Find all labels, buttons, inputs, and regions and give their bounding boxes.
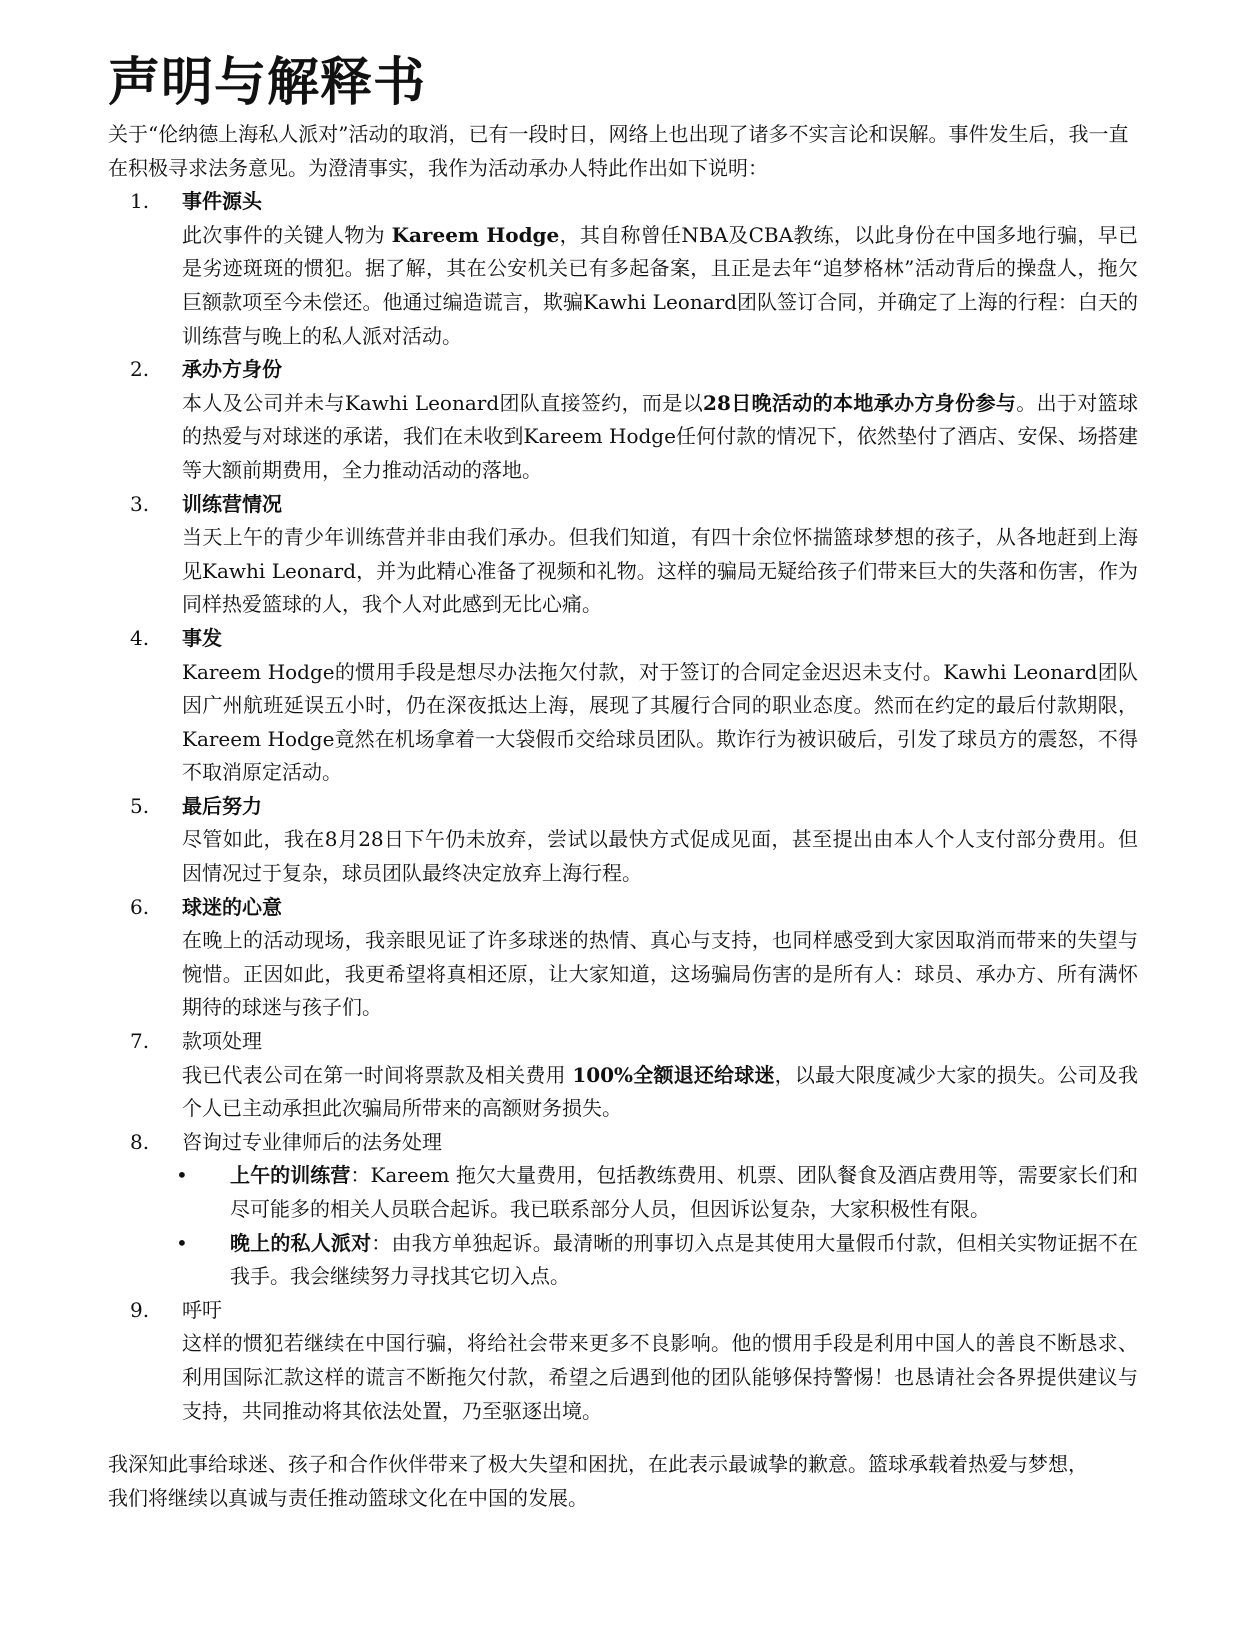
item-text: 。出于对篮球的热爱与对球迷的承诺，我们在未收到Kareem Hodge任何付款的情况下，依然垫付了酒店、安保、场搭建等大额前期费用，全力推动活动的落地。	[182, 390, 1138, 482]
bullet-label: 晚上的私人派对	[230, 1230, 372, 1255]
list-item-9	[108, 1294, 1138, 1428]
item-body	[182, 387, 1138, 488]
bullet-item	[176, 1159, 1139, 1226]
item-number: 6.	[130, 894, 150, 919]
item-text: Kareem Hodge的惯用手段是想尽办法拖欠付款，对于签订的合同定金迟迟未支付。Kawhi Leonard团队因广州航班延误五小时，仍在深夜抵达上海，展现了其履行合同的职业态度。然而在约定的最后付款期限，Kareem Hodge竟然在机场拿着一大袋假币交给球员团队。欺诈行为被识破后，引发了球员方的震怒，不得不取消原定活动。	[182, 659, 1138, 785]
item-text: 这样的惯犯若继续在中国行骗，将给社会带来更多不良影响。他的惯用手段是利用中国人的善良不断恳求、利用国际汇款这样的谎言不断拖欠付款，希望之后遇到他的团队能够保持警惕！也恳请社会各界提供建议与支持，共同推动将其依法处置，乃至驱逐出境。	[182, 1331, 1138, 1423]
item-text-bold: 100%全额退还给球迷	[572, 1062, 775, 1087]
item-number: 3.	[130, 491, 150, 516]
item-body	[182, 924, 1138, 1025]
item-number: 2.	[130, 357, 150, 382]
bullet-text: ：由我方单独起诉。最清晰的刑事切入点是其使用大量假币付款，但相关实物证据不在我手。我会继续努力寻找其它切入点。	[230, 1230, 1139, 1289]
closing-paragraph: 我深知此事给球迷、孩子和合作伙伴带来了极大失望和困扰，在此表示最诚挚的歉意。篮球承载着热爱与梦想，我们将继续以真诚与责任推动篮球文化在中国的发展。	[108, 1452, 1088, 1510]
item-text: 当天上午的青少年训练营并非由我们承办。但我们知道，有四十余位怀揣篮球梦想的孩子，从各地赶到上海见Kawhi Leonard，并为此精心准备了视频和礼物。这样的骗局无疑给孩子们带来巨大的失落和伤害，作为同样热爱篮球的人，我个人对此感到无比心痛。	[182, 525, 1138, 617]
item-body	[182, 1327, 1138, 1428]
item-heading: 训练营情况	[182, 491, 282, 516]
item-text: 尽管如此，我在8月28日下午仍未放弃，尝试以最快方式促成见面，甚至提出由本人个人支付部分费用。但因情况过于复杂，球员团队最终决定放弃上海行程。	[182, 827, 1138, 886]
item-number: 9.	[130, 1297, 150, 1322]
item-heading: 球迷的心意	[182, 894, 282, 919]
bullet-list	[176, 1159, 1139, 1293]
item-text: 在晚上的活动现场，我亲眼见证了许多球迷的热情、真心与支持，也同样感受到大家因取消而带来的失望与惋惜。正因如此，我更希望将真相还原，让大家知道，这场骗局伤害的是所有人：球员、承办方、所有满怀期待的球迷与孩子们。	[182, 928, 1138, 1020]
item-heading: 咨询过专业律师后的法务处理	[182, 1129, 442, 1154]
item-body	[182, 1059, 1138, 1126]
item-number: 7.	[130, 1029, 150, 1054]
item-text: 我已代表公司在第一时间将票款及相关费用	[182, 1062, 573, 1087]
item-number: 8.	[130, 1129, 150, 1154]
document-page	[108, 50, 1138, 1535]
list-item-2	[108, 353, 1138, 487]
list-item-6	[108, 891, 1138, 1025]
item-heading: 事发	[182, 625, 222, 650]
item-number: 5.	[130, 793, 150, 818]
item-body	[182, 823, 1138, 890]
item-text: 此次事件的关键人物为	[182, 222, 392, 247]
item-heading: 款项处理	[182, 1029, 262, 1054]
item-number: 1.	[130, 189, 150, 214]
item-body	[182, 521, 1138, 622]
bullet-icon: •	[176, 1163, 188, 1188]
intro-paragraph: 关于“伦纳德上海私人派对”活动的取消，已有一段时日，网络上也出现了诸多不实言论和误解。事件发生后，我一直在积极寻求法务意见。为澄清事实，我作为活动承办人特此作出如下说明：	[108, 122, 1129, 180]
bullet-icon: •	[176, 1230, 188, 1255]
item-text: ，以最大限度减少大家的损失。公司及我个人已主动承担此次骗局所带来的高额财务损失。	[182, 1062, 1139, 1121]
item-heading: 承办方身份	[182, 357, 282, 382]
item-text: ，其自称曾任NBA及CBA教练，以此身份在中国多地行骗，早已是劣迹斑斑的惯犯。据了解，其在公安机关已有多起备案，且正是去年“追梦格林”活动背后的操盘人，拖欠巨额款项至今未偿还。他通过编造谎言，欺骗Kawhi Leonard团队签订合同，并确定了上海的行程：白天的训练营与晚上的私人派对活动。	[182, 222, 1138, 348]
item-text-bold: Kareem Hodge	[391, 222, 560, 247]
document-title: 声明与解释书	[108, 52, 427, 113]
item-body	[182, 219, 1138, 353]
item-heading: 呼吁	[182, 1297, 222, 1322]
bullet-label: 上午的训练营	[230, 1163, 351, 1188]
bullet-item	[176, 1227, 1139, 1294]
item-text: 本人及公司并未与Kawhi Leonard团队直接签约，而是以	[182, 390, 704, 415]
item-heading: 事件源头	[182, 189, 262, 214]
list-item-3	[108, 488, 1138, 622]
item-heading: 最后努力	[182, 793, 262, 818]
list-item-7	[108, 1025, 1138, 1126]
bullet-text: ：Kareem 拖欠大量费用，包括教练费用、机票、团队餐食及酒店费用等，需要家长们和尽可能多的相关人员联合起诉。我已联系部分人员，但因诉讼复杂，大家积极性有限。	[230, 1163, 1139, 1221]
list-item-8	[108, 1126, 1138, 1294]
numbered-list	[108, 185, 1138, 1428]
list-item-4	[108, 622, 1138, 790]
item-number: 4.	[130, 625, 150, 650]
list-item-1	[108, 185, 1138, 353]
item-body	[182, 656, 1138, 790]
list-item-5	[108, 790, 1138, 891]
item-text-bold: 28日晚活动的本地承办方身份参与	[703, 390, 1017, 415]
